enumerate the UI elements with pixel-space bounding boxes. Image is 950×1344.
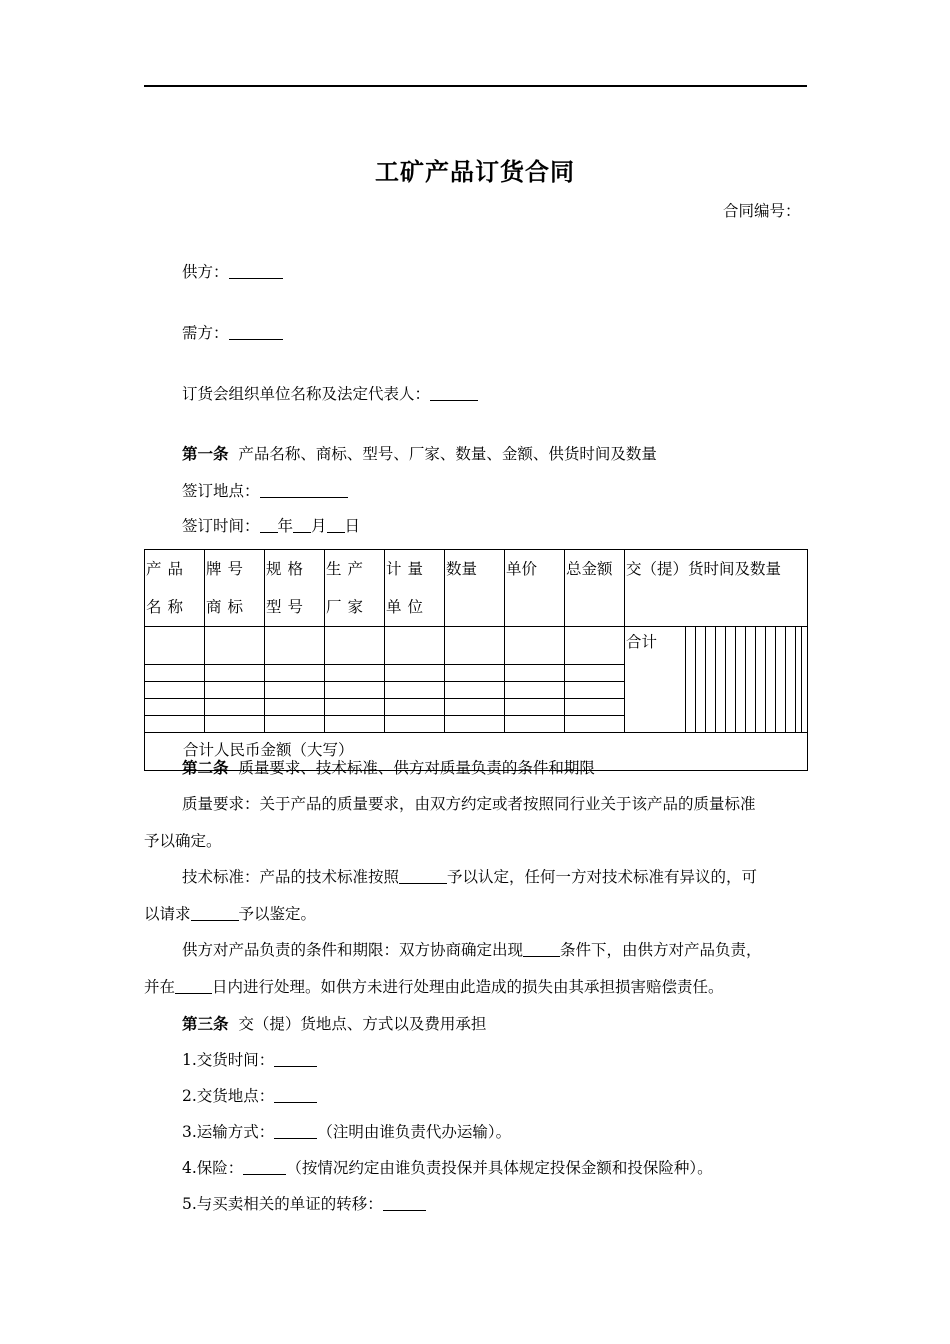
buyer-field (182, 322, 283, 344)
table-header-row (145, 550, 808, 627)
table-cell[interactable] (145, 716, 205, 733)
item-label: 交货地点： (196, 1087, 275, 1105)
organizer-label: 订货会组织单位名称及法定代表人： (182, 385, 431, 403)
delivery-slot[interactable] (801, 627, 807, 732)
article-3-heading (182, 1013, 486, 1035)
delivery-slot[interactable] (785, 627, 795, 732)
delivery-slot[interactable] (745, 627, 755, 732)
table-cell[interactable] (265, 665, 325, 682)
item-number: 3. (182, 1123, 197, 1141)
table-row (145, 627, 808, 665)
tech-line-2 (144, 903, 316, 925)
table-cell[interactable] (265, 716, 325, 733)
table-cell[interactable] (385, 716, 445, 733)
year-blank[interactable] (260, 516, 278, 533)
table-cell[interactable] (505, 627, 565, 665)
article-1-heading (182, 443, 657, 465)
table-cell[interactable] (565, 699, 625, 716)
delivery-slot[interactable] (685, 627, 695, 732)
item-note: （按情况约定由谁负责投保并具体规定投保金额和投保险种）。 (286, 1159, 713, 1177)
delivery-place-blank[interactable] (274, 1086, 317, 1103)
article-1-title: 产品名称、商标、型号、厂家、数量、金额、供货时间及数量 (238, 445, 657, 463)
table-cell[interactable] (445, 682, 505, 699)
delivery-slot[interactable] (715, 627, 725, 732)
delivery-slot[interactable] (695, 627, 705, 732)
list-item (182, 1157, 713, 1179)
resp-text-d: 日内进行处理。如供方未进行处理由此造成的损失由其承担损害赔偿责任。 (212, 978, 724, 996)
item-number: 1. (182, 1051, 197, 1069)
col-header: 总金额 (565, 550, 625, 627)
tech-standard-blank[interactable] (399, 867, 447, 884)
col-header: 单价 (505, 550, 565, 627)
sign-place-field (182, 480, 348, 502)
delivery-slot[interactable] (725, 627, 735, 732)
resp-text-a: 供方对产品负责的条件和期限：双方协商确定出现 (182, 941, 524, 959)
table-cell[interactable] (205, 699, 265, 716)
table-cell[interactable] (505, 699, 565, 716)
item-label: 保险： (196, 1159, 244, 1177)
page-title: 工矿产品订货合同 (375, 158, 575, 186)
item-number: 4. (182, 1159, 197, 1177)
col-header: 数量 (445, 550, 505, 627)
header-rule (144, 85, 807, 87)
supplier-label: 供方： (182, 263, 229, 281)
supplier-field (182, 261, 283, 283)
delivery-slot[interactable] (735, 627, 745, 732)
table-cell[interactable] (205, 716, 265, 733)
table-cell[interactable] (565, 627, 625, 665)
list-item (182, 1193, 426, 1215)
year-label: 年 (277, 517, 294, 535)
table-cell[interactable] (565, 665, 625, 682)
transport-blank[interactable] (274, 1122, 317, 1139)
table-cell[interactable] (205, 682, 265, 699)
item-label: 交货时间： (196, 1051, 275, 1069)
table-cell[interactable] (565, 716, 625, 733)
buyer-blank[interactable] (229, 323, 283, 340)
delivery-slot[interactable] (775, 627, 785, 732)
table-cell[interactable] (505, 682, 565, 699)
item-label: 与买卖相关的单证的转移： (196, 1195, 383, 1213)
subtotal-label: 合计 (626, 633, 658, 651)
col-header: 产品名称 (145, 550, 205, 627)
table-cell[interactable] (325, 699, 385, 716)
table-cell[interactable] (505, 665, 565, 682)
resp-text-b: 条件下，由供方对产品负责， (560, 941, 762, 959)
table-cell[interactable] (445, 716, 505, 733)
list-item (182, 1121, 511, 1143)
col-header: 计量单位 (385, 550, 445, 627)
article-2-heading (182, 757, 595, 779)
days-blank[interactable] (175, 977, 212, 994)
table-cell[interactable] (445, 699, 505, 716)
table-cell[interactable] (385, 665, 445, 682)
article-3-number: 第三条 (182, 1015, 229, 1033)
tech-text-b: 予以认定，任何一方对技术标准有异议的，可 (447, 868, 758, 886)
col-header: 交（提）货时间及数量 (625, 550, 808, 627)
list-item (182, 1085, 317, 1107)
quality-line-1: 质量要求：关于产品的质量要求，由双方约定或者按照同行业关于该产品的质量标准 (182, 795, 756, 813)
item-label: 运输方式： (196, 1123, 275, 1141)
sign-place-blank[interactable] (260, 481, 348, 498)
order-table (144, 549, 808, 771)
resp-line-1 (182, 939, 762, 961)
table-cell[interactable] (505, 716, 565, 733)
delivery-slot[interactable] (765, 627, 775, 732)
delivery-slot[interactable] (705, 627, 715, 732)
table-cell[interactable] (205, 665, 265, 682)
documents-blank[interactable] (383, 1194, 426, 1211)
contract-number-label: 合同编号： (723, 202, 801, 220)
table-cell[interactable] (445, 665, 505, 682)
col-header: 生产厂家 (325, 550, 385, 627)
table-cell[interactable] (265, 682, 325, 699)
condition-blank[interactable] (523, 940, 560, 957)
sign-time-label: 签订时间： (182, 517, 260, 535)
sign-place-label: 签订地点： (182, 482, 260, 500)
buyer-label: 需方： (182, 324, 229, 342)
total-amount-label[interactable]: 合计人民币金额（大写） (145, 733, 808, 771)
table-cell[interactable] (325, 665, 385, 682)
day-blank[interactable] (327, 516, 345, 533)
sign-time-field (182, 515, 360, 537)
table-cell[interactable] (265, 627, 325, 665)
item-number: 5. (182, 1195, 197, 1213)
article-2-number: 第二条 (182, 759, 229, 777)
article-2-title: 质量要求、技术标准、供方对质量负责的条件和期限 (238, 759, 595, 777)
article-3-title: 交（提）货地点、方式以及费用承担 (238, 1015, 487, 1033)
insurance-blank[interactable] (243, 1158, 286, 1175)
table-cell[interactable] (325, 682, 385, 699)
delivery-cell (625, 627, 808, 733)
col-header: 规格型号 (265, 550, 325, 627)
table-cell[interactable] (385, 699, 445, 716)
table-cell[interactable] (565, 682, 625, 699)
delivery-subgrid (625, 627, 807, 732)
article-1-number: 第一条 (182, 445, 229, 463)
table-cell[interactable] (385, 627, 445, 665)
delivery-time-blank[interactable] (274, 1050, 317, 1067)
organizer-blank[interactable] (430, 384, 478, 401)
table-cell[interactable] (265, 699, 325, 716)
table-cell[interactable] (325, 716, 385, 733)
table-cell[interactable] (145, 682, 205, 699)
table-cell[interactable] (445, 627, 505, 665)
resp-line-2 (144, 976, 724, 998)
tech-text-d: 予以鉴定。 (238, 905, 317, 923)
supplier-blank[interactable] (229, 262, 283, 279)
item-number: 2. (182, 1087, 197, 1105)
delivery-slot[interactable] (755, 627, 765, 732)
table-cell[interactable] (145, 627, 205, 665)
tech-text-c: 以请求 (144, 905, 191, 923)
appraisal-blank[interactable] (191, 904, 239, 921)
table-cell[interactable] (325, 627, 385, 665)
tech-text-a: 技术标准：产品的技术标准按照 (182, 868, 400, 886)
list-item (182, 1049, 317, 1071)
resp-text-c: 并在 (144, 978, 176, 996)
tech-line-1 (182, 866, 757, 888)
quality-line-2: 予以确定。 (144, 832, 222, 850)
day-label: 日 (344, 517, 361, 535)
organizer-field (182, 383, 478, 405)
item-note: （注明由谁负责代办运输）。 (317, 1123, 512, 1141)
month-label: 月 (311, 517, 327, 535)
col-header: 牌号商标 (205, 550, 265, 627)
table-cell[interactable] (145, 665, 205, 682)
table-cell[interactable] (205, 627, 265, 665)
table-cell[interactable] (385, 682, 445, 699)
table-cell[interactable] (145, 699, 205, 716)
month-blank[interactable] (293, 516, 311, 533)
